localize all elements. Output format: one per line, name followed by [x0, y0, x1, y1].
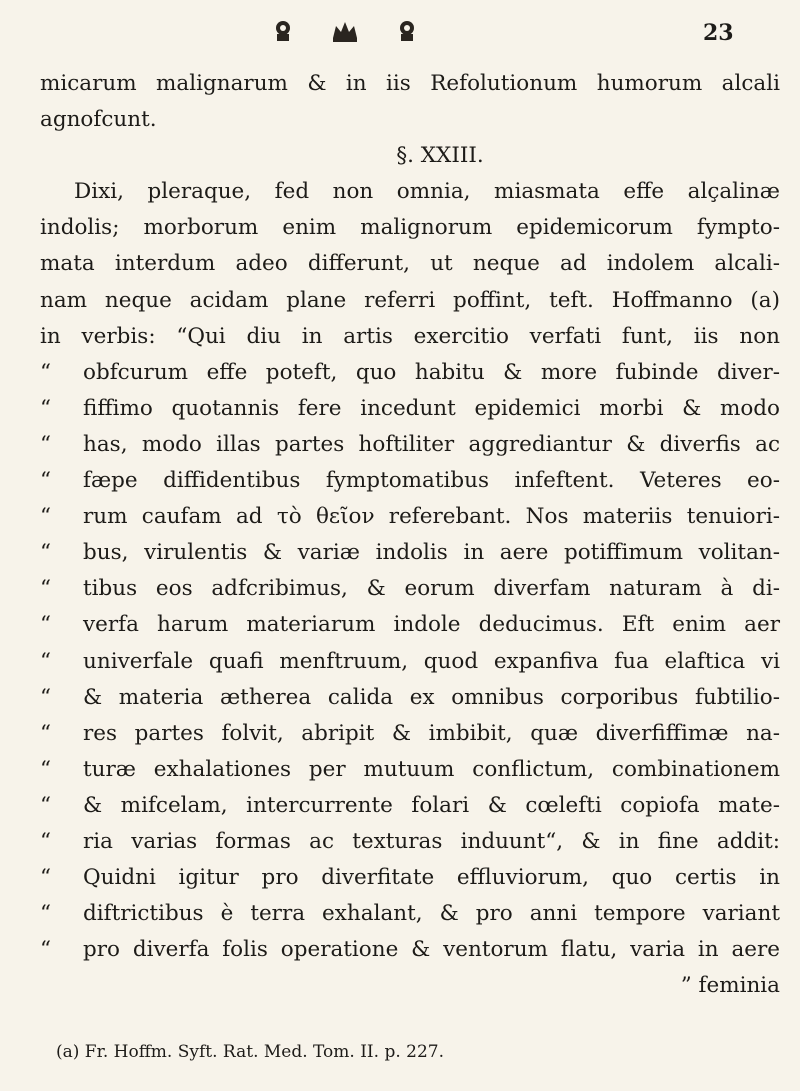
quoted-line: “ univerfale quafi menftruum, quod expanfiva fua elaftica vi — [40, 648, 780, 674]
quoted-line: “ turæ exhalationes per mutuum conflictum, combinationem — [40, 756, 780, 782]
paragraph-line: in verbis: “Qui diu in artis exercitio verfati funt, iis non — [40, 323, 780, 349]
quoted-line: “ Quidni igitur pro diverfitate effluviorum, quo certis in — [40, 865, 780, 891]
quoted-passage — [40, 355, 780, 969]
page-number: 23 — [703, 20, 734, 46]
paragraph-line: Dixi, pleraque, fed non omnia, miasmata effe alçalinæ — [74, 179, 780, 205]
paragraph-line: nam neque acidam plane referri poffint, teft. Hoffmanno (a) — [40, 287, 780, 313]
quoted-line: “ has, modo illas partes hoftiliter aggrediantur & diverfis ac — [40, 431, 780, 457]
fleuron-icon — [392, 18, 422, 44]
text-line: micarum malignarum & in iis Refolutionum humorum alcali — [40, 71, 780, 96]
quoted-line: “ & materia ætherea calida ex omnibus corporibus fubtilio- — [40, 684, 780, 710]
fleuron-icon — [268, 18, 298, 44]
quoted-line: “ rum caufam ad τὸ θεῖον referebant. Nos materiis tenuiori- — [40, 504, 780, 530]
quoted-line: “ fæpe diffidentibus fymptomatibus infeftent. Veteres eo- — [40, 468, 780, 494]
catchword: ” feminia — [680, 973, 780, 999]
quoted-line: “ bus, virulentis & variæ indolis in aere potiffimum volitan- — [40, 540, 780, 566]
quoted-line: “ pro diverfa folis operatione & ventorum flatu, varia in aere — [40, 937, 780, 963]
quoted-line: “ obfcurum effe poteft, quo habitu & more fubinde diver- — [40, 359, 780, 385]
paragraph-line: indolis; morborum enim malignorum epidemicorum fympto- — [40, 215, 780, 241]
quoted-line: “ & mifcelam, intercurrente folari & cœlefti copiofa mate- — [40, 792, 780, 818]
header-ornaments — [268, 18, 422, 44]
quoted-line: “ tibus eos adfcribimus, & eorum diverfam naturam à di- — [40, 576, 780, 602]
text-line: agnofcunt. — [40, 107, 157, 133]
crown-ornament-icon — [330, 18, 360, 44]
quoted-line: “ fiffimo quotannis fere incedunt epidemici morbi & modo — [40, 395, 780, 421]
paragraph-line: mata interdum adeo differunt, ut neque ad indolem alcali- — [40, 251, 780, 277]
quoted-line: “ verfa harum materiarum indole deducimus. Eft enim aer — [40, 612, 780, 638]
quoted-line: “ res partes folvit, abripit & imbibit, quæ diverfiffimæ na- — [40, 720, 780, 746]
footnote: (a) Fr. Hoffm. Syft. Rat. Med. Tom. II. p. 227. — [56, 1042, 444, 1062]
body-text — [40, 66, 780, 1004]
section-heading: §. XXIII. — [396, 143, 484, 169]
quoted-line: “ ria varias formas ac texturas induunt“, & in fine addit: — [40, 828, 780, 854]
quoted-line: “ diftrictibus è terra exhalant, & pro anni tempore variant — [40, 901, 780, 927]
